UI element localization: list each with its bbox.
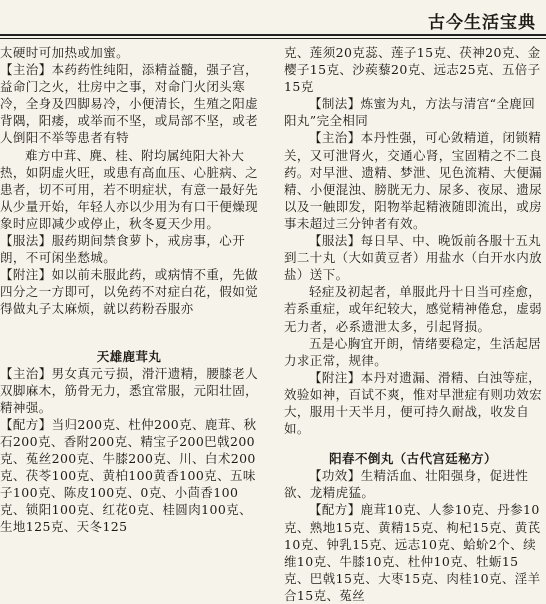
paragraph: 【制法】炼蜜为丸，方法与清宫“全鹿回阳丸”完全相同: [284, 96, 536, 129]
paragraph: 太硬时可加热或加蜜。: [0, 45, 130, 60]
paragraph: 克、莲须20克蕊、莲子15克、茯神20克、金樱子15克、沙蒺藜20克、远志25克、五倍子15克: [284, 45, 541, 95]
paragraph: 【配方】鹿茸10克、人参10克、丹参10克、熟地15克、黄精15克、枸杞15克、黄芪10克、钟乳15克、远志10克、蛤蚧2个、续维10克、牛膝10克、杜仲10克、牡蛎15克、巴戟15克、大枣15克、肉桂10克、淫羊合15克、菟丝: [284, 502, 541, 603]
spacer: [284, 437, 542, 450]
paragraph: 【主治】本药药性纯阳，添精益髓，强子宫，益命门之火，壮房中之事，对命门火闭头寒冷，全身及四脚易冷，小便清长，生殖之阳虚背隅，阳痿，或举而不坚，或局部不坚，或老人倒阳不举等患者有特: [0, 62, 259, 146]
paragraph: 【主治】本丹性强，可心敛精道，闭锁精关，又可泄肾火，交通心肾，宝固精之不二良药。对早泄、遗精、梦泄、见色流精、大便漏精、小便混浊、膀胱无力、尿多、夜尿、遗尿以及一触即发，阳物举起精液随即流出，或房事未超过三分钟者有效。: [284, 130, 543, 231]
section-title: 阳春不倒丸（古代宫廷秘方）: [329, 451, 497, 467]
section-title: 天雄鹿茸丸: [96, 348, 162, 364]
paragraph: 【服法】服药期间禁食萝卜，戒房事，心开朗，不可闲坐愁城。: [0, 233, 246, 266]
paragraph: 【附注】本丹对遗漏、滑精、白浊等症，效验如神，百试不爽，惟对早泄症有则功效宏大，服用十天半月，便可持久耐战，收发自如。: [284, 369, 543, 437]
header-rule-thin: [0, 38, 546, 39]
header-rule: [0, 34, 546, 36]
paragraph: 五是心胸宜开朗，情绪要稳定，生活起居力求正常，规律。: [284, 335, 542, 368]
paragraph: 【配方】当归200克、杜仲200克、鹿茸、秋石200克、香附200克、精宝子200巴戟200克、菟丝200克、牛膝200克、川、白术200克、茯苓100克、黄柏100黄香100克、五味子100克、陈皮100克、0克、小茴香100克、锁阳100克、红花0克、桂圆肉100克、生地125克、天冬125: [0, 416, 257, 535]
paragraph: 【服法】每日早、中、晚饭前各服十五丸到二十丸（大如黄豆者）用盐水（白开水内放盐）送下。: [284, 233, 543, 283]
spacer: [0, 318, 258, 348]
paragraph: 【附注】如以前未服此药，或病情不重，先做四分之一方即可，以免药不对症白花，假如觉得做丸子太麻烦，就以药粉吞服亦: [0, 267, 259, 317]
paragraph: 【功效】生精活血、壮阳强身，促进性欲、龙精虎猛。: [284, 468, 529, 501]
right-column: [284, 44, 543, 603]
left-column: [0, 44, 259, 535]
paragraph: 难方中茸、麂、桂、附均属纯阳大补大热，如阴虚火旺，或患有高血压、心脏病、之患者，切不可用，若不明症状，有意一最好先从少量开始，年轻人亦以少用为有口干便燥现象时应即减少或停止，秋冬夏天少用。: [0, 147, 259, 231]
book-title: 古今生活宝典: [428, 13, 536, 33]
paragraph: 轻症及初起者，单服此丹十日当可痊愈，若系重症，或年纪较大，感觉精神倦怠，虚弱无力者，必系遗泄太多，引起肾损。: [284, 284, 543, 334]
paragraph: 【主治】男女真元亏损，滑汗遗精，腰膝老人双脚麻木，筋骨无力，悉宜常服，元阳壮固，精神强。: [0, 365, 259, 415]
page-header: [0, 0, 546, 38]
